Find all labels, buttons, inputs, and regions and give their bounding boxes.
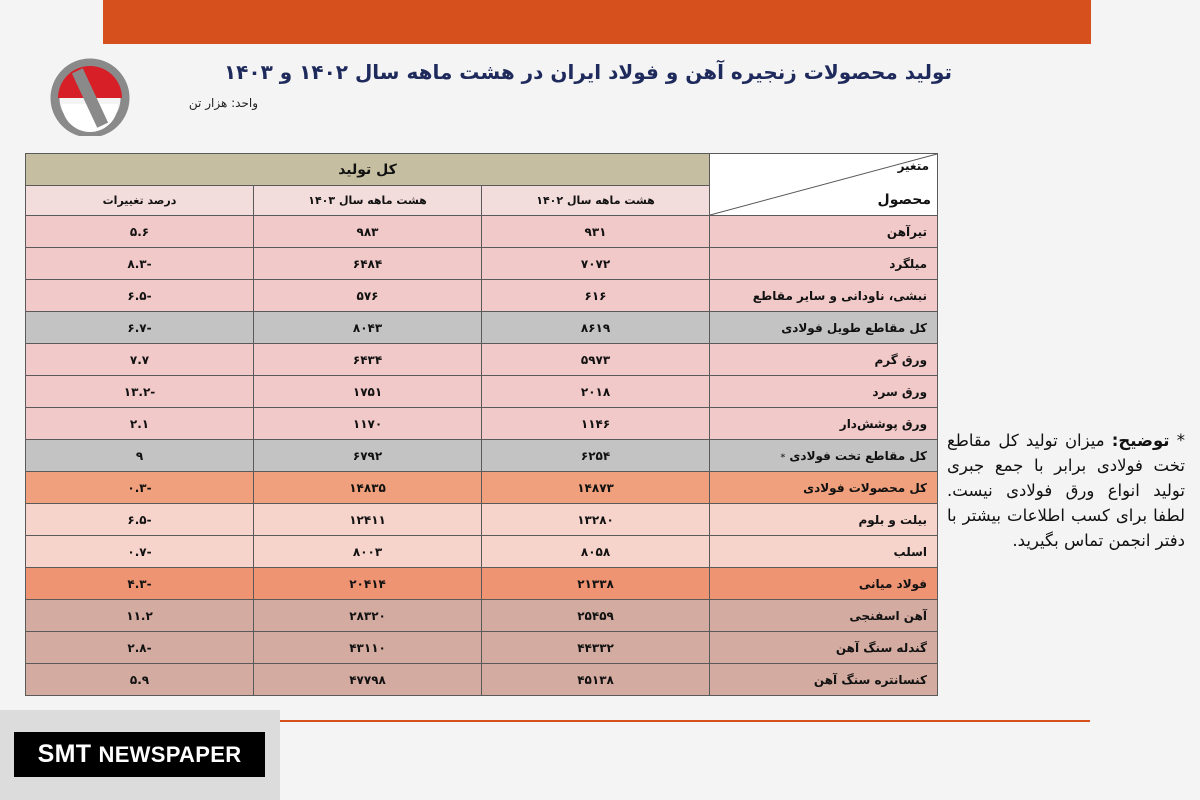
row-value-1402: [482, 536, 710, 568]
row-value-1403: [254, 568, 482, 600]
row-product-text: بیلت و بلوم: [858, 512, 928, 527]
row-value-1402: [482, 312, 710, 344]
row-value-1402: [482, 344, 710, 376]
row-value-1403: [254, 472, 482, 504]
row-change-text: ۲.۱: [129, 416, 150, 431]
row-change-text: -۲.۸: [127, 640, 152, 655]
row-value-1403: [254, 216, 482, 248]
header-product: محصول: [877, 192, 932, 208]
header-variable: متغیر: [897, 159, 930, 173]
row-star: *: [780, 452, 786, 463]
row-change-text: ۵.۶: [129, 224, 150, 239]
row-product-text: ورق سرد: [872, 384, 928, 399]
row-value-1402-text: ۴۵۱۳۸: [577, 672, 614, 687]
row-value-1403-text: ۵۷۶: [356, 288, 379, 303]
row-value-1402: [482, 408, 710, 440]
row-change: [26, 408, 254, 440]
row-change: [26, 440, 254, 472]
row-product-text: اسلب: [893, 544, 928, 559]
table-row: [26, 568, 938, 600]
page-title: تولید محصولات زنجیره آهن و فولاد ایران در هشت ماهه سال ۱۴۰۲ و ۱۴۰۳: [223, 60, 952, 84]
row-product-text: میلگرد: [889, 256, 928, 271]
row-product: [710, 568, 938, 600]
row-change: [26, 248, 254, 280]
row-change: [26, 216, 254, 248]
row-product: [710, 440, 938, 472]
table-row: [26, 664, 938, 696]
row-value-1403-text: ۸۰۴۳: [352, 320, 383, 335]
row-value-1403: [254, 440, 482, 472]
header-change: درصد تغییرات: [26, 186, 254, 216]
table-row: [26, 632, 938, 664]
row-value-1402-text: ۶۲۵۴: [580, 448, 611, 463]
note-heading: توضیح:: [1111, 431, 1170, 450]
brand-part1: SMT: [37, 740, 92, 768]
row-value-1402-text: ۱۴۸۷۳: [577, 480, 614, 495]
table-row: [26, 600, 938, 632]
row-change-text: -۰.۳: [127, 480, 152, 495]
row-value-1403-text: ۶۷۹۲: [352, 448, 383, 463]
row-value-1403-text: ۱۷۵۱: [352, 384, 383, 399]
row-value-1402: [482, 504, 710, 536]
header-1403: هشت ماهه سال ۱۴۰۳: [254, 186, 482, 216]
row-value-1402: [482, 472, 710, 504]
row-value-1403-text: ۱۲۴۱۱: [349, 512, 386, 527]
row-value-1403: [254, 600, 482, 632]
row-product-text: کل مقاطع طویل فولادی: [781, 320, 928, 335]
table-row: [26, 472, 938, 504]
row-change: [26, 472, 254, 504]
top-accent-bar: [103, 0, 1091, 44]
row-value-1402: [482, 280, 710, 312]
row-change: [26, 504, 254, 536]
row-product-text: فولاد میانی: [858, 576, 928, 591]
row-value-1402-text: ۱۳۲۸۰: [577, 512, 614, 527]
row-change-text: ۹: [135, 448, 144, 463]
table-row: [26, 312, 938, 344]
row-change-text: ۷.۷: [129, 352, 150, 367]
row-product: [710, 472, 938, 504]
table-row: [26, 408, 938, 440]
row-change-text: -۱۳.۲: [123, 384, 156, 399]
table-row: [26, 504, 938, 536]
row-value-1402: [482, 632, 710, 664]
row-product: [710, 664, 938, 696]
row-product: [710, 216, 938, 248]
row-product: [710, 248, 938, 280]
note-star: *: [1176, 431, 1185, 450]
table-row: [26, 216, 938, 248]
row-value-1403-text: ۶۴۸۴: [352, 256, 383, 271]
row-value-1403-text: ۸۰۰۳: [352, 544, 383, 559]
row-value-1403-text: ۶۴۳۴: [352, 352, 383, 367]
row-value-1402: [482, 248, 710, 280]
row-change: [26, 568, 254, 600]
row-change: [26, 312, 254, 344]
row-value-1402-text: ۴۴۳۳۲: [577, 640, 614, 655]
row-change: [26, 344, 254, 376]
header-corner-cell: [710, 154, 938, 216]
row-value-1403: [254, 408, 482, 440]
row-change-text: -۶.۵: [127, 288, 152, 303]
header-total: کل تولید: [26, 154, 710, 186]
row-value-1402: [482, 568, 710, 600]
row-value-1403: [254, 312, 482, 344]
row-product-text: گندله سنگ آهن: [835, 640, 928, 655]
row-value-1403: [254, 536, 482, 568]
row-change: [26, 664, 254, 696]
row-product: [710, 600, 938, 632]
row-product-text: ورق گرم: [874, 352, 928, 367]
row-value-1402-text: ۷۰۷۲: [580, 256, 611, 271]
row-value-1402: [482, 376, 710, 408]
table-row: [26, 376, 938, 408]
row-product-text: تیرآهن: [886, 224, 928, 239]
row-value-1403: [254, 344, 482, 376]
row-value-1402-text: ۸۰۵۸: [580, 544, 611, 559]
note-body: میزان تولید کل مقاطع تخت فولادی برابر با جمع جبری تولید انواع ورق فولادی نیست. لطفا برای کسب اطلاعات بیشتر با دفتر انجمن تماس بگیرید.: [947, 431, 1185, 550]
row-value-1402-text: ۸۶۱۹: [580, 320, 611, 335]
row-product: [710, 280, 938, 312]
row-change-text: -۰.۷: [127, 544, 152, 559]
row-product: [710, 504, 938, 536]
table-row: [26, 344, 938, 376]
row-change: [26, 600, 254, 632]
row-value-1402-text: ۶۱۶: [584, 288, 607, 303]
row-product: [710, 408, 938, 440]
row-product: [710, 344, 938, 376]
row-value-1402-text: ۲۵۴۵۹: [577, 608, 614, 623]
row-product: [710, 376, 938, 408]
row-value-1403-text: ۱۱۷۰: [352, 416, 383, 431]
row-value-1403-text: ۴۷۷۹۸: [349, 672, 386, 687]
row-value-1402-text: ۹۳۱: [584, 224, 607, 239]
table-row: [26, 536, 938, 568]
row-value-1402: [482, 664, 710, 696]
brand-logo: [14, 732, 265, 777]
row-value-1403: [254, 376, 482, 408]
row-product-text: ورق پوشش‌دار: [839, 416, 928, 431]
row-change: [26, 376, 254, 408]
row-product: [710, 536, 938, 568]
row-change: [26, 536, 254, 568]
row-value-1403: [254, 280, 482, 312]
row-change-text: -۴.۳: [127, 576, 152, 591]
table-row: [26, 280, 938, 312]
association-logo: [40, 58, 140, 136]
row-product: [710, 632, 938, 664]
row-change-text: ۱۱.۲: [126, 608, 153, 623]
table-row: [26, 248, 938, 280]
unit-label: واحد: هزار تن: [188, 96, 258, 110]
row-product: [710, 312, 938, 344]
production-table: [25, 153, 938, 696]
row-value-1403: [254, 248, 482, 280]
row-change-text: -۶.۵: [127, 512, 152, 527]
row-product-text: کنسانتره سنگ آهن: [813, 672, 928, 687]
row-value-1402: [482, 600, 710, 632]
row-change: [26, 632, 254, 664]
header-1402: هشت ماهه سال ۱۴۰۲: [482, 186, 710, 216]
row-value-1403: [254, 632, 482, 664]
row-value-1403: [254, 504, 482, 536]
row-value-1403-text: ۹۸۳: [356, 224, 379, 239]
row-product-text: کل مقاطع تخت فولادی: [789, 448, 928, 463]
row-product-text: کل محصولات فولادی: [803, 480, 928, 495]
row-value-1402-text: ۲۰۱۸: [580, 384, 611, 399]
row-value-1403-text: ۲۰۴۱۴: [349, 576, 386, 591]
row-value-1402: [482, 440, 710, 472]
brand-part2: NEWSPAPER: [98, 742, 242, 767]
row-value-1402: [482, 216, 710, 248]
row-value-1403-text: ۱۴۸۳۵: [349, 480, 386, 495]
row-value-1402-text: ۵۹۷۳: [580, 352, 611, 367]
row-value-1403: [254, 664, 482, 696]
explanation-note: [947, 428, 1185, 553]
row-change-text: -۸.۳: [127, 256, 152, 271]
row-value-1402-text: ۲۱۳۳۸: [577, 576, 614, 591]
row-product-text: نبشی، ناودانی و سایر مقاطع: [752, 288, 928, 303]
row-change: [26, 280, 254, 312]
row-change-text: ۵.۹: [129, 672, 150, 687]
table-row: [26, 440, 938, 472]
row-product-text: آهن اسفنجی: [849, 608, 928, 623]
row-value-1402-text: ۱۱۴۶: [580, 416, 611, 431]
row-change-text: -۶.۷: [127, 320, 152, 335]
row-value-1403-text: ۴۳۱۱۰: [349, 640, 386, 655]
row-value-1403-text: ۲۸۳۲۰: [349, 608, 386, 623]
